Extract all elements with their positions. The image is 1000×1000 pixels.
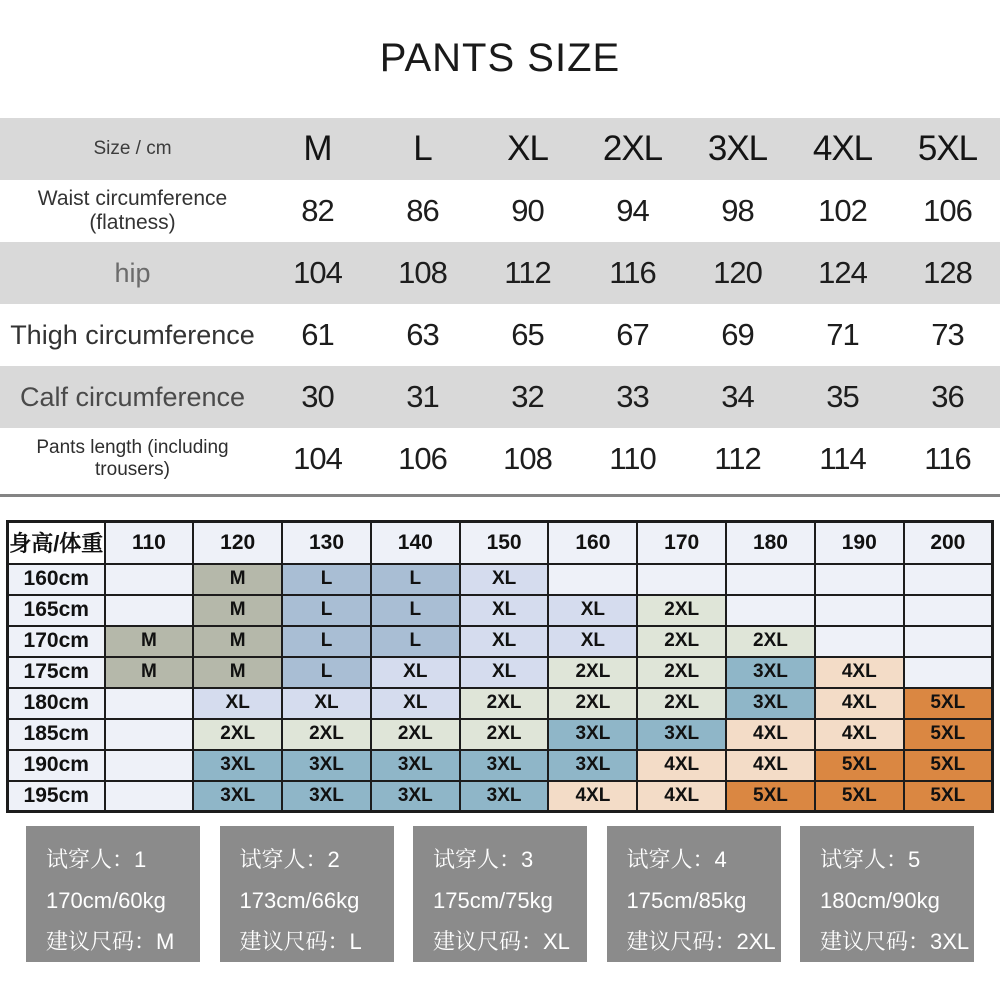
suggested-size-line: 建议尺码：L bbox=[239, 929, 362, 954]
matrix-size-cell: 2XL bbox=[460, 688, 549, 719]
weight-column-header: 200 bbox=[904, 522, 993, 564]
weight-column-header: 170 bbox=[637, 522, 726, 564]
page-title: PANTS SIZE bbox=[379, 36, 621, 80]
matrix-size-cell: L bbox=[282, 626, 371, 657]
matrix-empty-cell bbox=[726, 595, 815, 626]
matrix-size-cell: XL bbox=[371, 688, 460, 719]
measurement-value: 61 bbox=[301, 317, 334, 352]
matrix-size-cell: 3XL bbox=[282, 781, 371, 812]
matrix-size-cell: 3XL bbox=[282, 750, 371, 781]
matrix-size-cell: 5XL bbox=[726, 781, 815, 812]
matrix-size-cell: 4XL bbox=[815, 657, 904, 688]
measurement-value: 102 bbox=[818, 193, 867, 228]
height-weight-line: 175cm/75kg bbox=[433, 888, 553, 913]
size-table bbox=[0, 118, 1000, 490]
matrix-empty-cell bbox=[548, 564, 637, 595]
matrix-size-cell: 2XL bbox=[548, 688, 637, 719]
size-table-row bbox=[0, 242, 1000, 304]
matrix-row bbox=[8, 688, 993, 719]
matrix-size-cell: XL bbox=[193, 688, 282, 719]
matrix-size-cell: 2XL bbox=[637, 657, 726, 688]
matrix-size-cell: L bbox=[371, 595, 460, 626]
matrix-size-cell: 2XL bbox=[460, 719, 549, 750]
matrix-row bbox=[8, 719, 993, 750]
matrix-row bbox=[8, 626, 993, 657]
matrix-size-cell: M bbox=[193, 564, 282, 595]
size-table-header-row bbox=[0, 118, 1000, 180]
matrix-size-cell: XL bbox=[460, 626, 549, 657]
matrix-size-cell: 3XL bbox=[371, 781, 460, 812]
measurement-value: 110 bbox=[609, 441, 656, 476]
matrix-size-cell: 3XL bbox=[726, 657, 815, 688]
height-row-label: 175cm bbox=[8, 657, 105, 688]
matrix-size-cell: 5XL bbox=[904, 781, 993, 812]
weight-column-header: 160 bbox=[548, 522, 637, 564]
matrix-size-cell: XL bbox=[548, 595, 637, 626]
matrix-row bbox=[8, 750, 993, 781]
measurement-value: 114 bbox=[819, 441, 866, 476]
height-weight-line: 170cm/60kg bbox=[46, 888, 166, 913]
matrix-size-cell: XL bbox=[548, 626, 637, 657]
measurement-value: 124 bbox=[818, 255, 867, 290]
size-column-header: 4XL bbox=[812, 129, 873, 168]
matrix-size-cell: XL bbox=[460, 564, 549, 595]
measurement-value: 67 bbox=[616, 317, 649, 352]
measurement-value: 30 bbox=[301, 379, 334, 414]
measurement-value: 63 bbox=[406, 317, 439, 352]
measurement-label: hip bbox=[114, 257, 151, 288]
matrix-size-cell: 4XL bbox=[726, 750, 815, 781]
matrix-row bbox=[8, 781, 993, 812]
matrix-size-cell: 3XL bbox=[637, 719, 726, 750]
measurement-value: 90 bbox=[511, 193, 544, 228]
matrix-size-cell: 4XL bbox=[637, 781, 726, 812]
fitting-person-line: 试穿人：4 bbox=[626, 847, 727, 872]
measurement-value: 82 bbox=[301, 193, 334, 228]
matrix-empty-cell bbox=[105, 595, 194, 626]
suggested-size-line: 建议尺码：3XL bbox=[820, 929, 970, 954]
matrix-empty-cell bbox=[815, 564, 904, 595]
measurement-value: 36 bbox=[931, 379, 964, 414]
matrix-size-cell: M bbox=[193, 626, 282, 657]
weight-column-header: 130 bbox=[282, 522, 371, 564]
height-weight-matrix-table bbox=[6, 520, 994, 813]
matrix-size-cell: 2XL bbox=[637, 688, 726, 719]
size-column-header: 5XL bbox=[917, 129, 978, 168]
measurement-value: 120 bbox=[713, 255, 762, 290]
matrix-size-cell: 5XL bbox=[815, 750, 904, 781]
height-row-label: 195cm bbox=[8, 781, 105, 812]
weight-column-header: 140 bbox=[371, 522, 460, 564]
matrix-size-cell: 5XL bbox=[904, 750, 993, 781]
measurement-label: Thigh circumference bbox=[10, 319, 255, 350]
fitting-card bbox=[800, 826, 974, 962]
suggested-size-line: 建议尺码：M bbox=[46, 929, 175, 954]
size-column-header: 2XL bbox=[602, 129, 663, 168]
matrix-size-cell: 5XL bbox=[904, 688, 993, 719]
height-row-label: 165cm bbox=[8, 595, 105, 626]
suggested-size-line: 建议尺码：XL bbox=[433, 929, 570, 954]
matrix-size-cell: 3XL bbox=[193, 781, 282, 812]
matrix-size-cell: 3XL bbox=[548, 719, 637, 750]
matrix-empty-cell bbox=[904, 626, 993, 657]
matrix-size-cell: L bbox=[282, 657, 371, 688]
matrix-row bbox=[8, 657, 993, 688]
matrix-empty-cell bbox=[105, 688, 194, 719]
fitting-person-line: 试穿人：3 bbox=[433, 847, 534, 872]
weight-column-header: 190 bbox=[815, 522, 904, 564]
height-weight-line: 173cm/66kg bbox=[239, 888, 360, 913]
matrix-size-cell: M bbox=[193, 657, 282, 688]
matrix-empty-cell bbox=[815, 595, 904, 626]
weight-column-header: 180 bbox=[726, 522, 815, 564]
measurement-value: 65 bbox=[511, 317, 544, 352]
matrix-size-cell: 4XL bbox=[726, 719, 815, 750]
matrix-size-cell: 3XL bbox=[548, 750, 637, 781]
height-row-label: 160cm bbox=[8, 564, 105, 595]
matrix-empty-cell bbox=[105, 750, 194, 781]
matrix-empty-cell bbox=[904, 564, 993, 595]
matrix-size-cell: L bbox=[371, 626, 460, 657]
fitting-person-line: 试穿人：5 bbox=[820, 847, 921, 872]
measurement-value: 86 bbox=[406, 193, 439, 228]
weight-column-header: 120 bbox=[193, 522, 282, 564]
fitting-card bbox=[220, 826, 394, 962]
height-row-label: 180cm bbox=[8, 688, 105, 719]
matrix-size-cell: L bbox=[371, 564, 460, 595]
measurement-value: 104 bbox=[293, 441, 342, 476]
matrix-empty-cell bbox=[904, 657, 993, 688]
matrix-size-cell: 3XL bbox=[193, 750, 282, 781]
matrix-size-cell: 2XL bbox=[371, 719, 460, 750]
measurement-value: 32 bbox=[511, 379, 544, 414]
measurement-label: Waist circumference (flatness) bbox=[37, 187, 228, 234]
matrix-empty-cell bbox=[904, 595, 993, 626]
weight-column-header: 150 bbox=[460, 522, 549, 564]
measurement-value: 98 bbox=[721, 193, 754, 228]
measurement-value: 69 bbox=[721, 317, 754, 352]
measurement-value: 33 bbox=[616, 379, 649, 414]
matrix-size-cell: 2XL bbox=[548, 657, 637, 688]
size-column-header: L bbox=[413, 129, 432, 168]
matrix-empty-cell bbox=[637, 564, 726, 595]
size-table-row bbox=[0, 428, 1000, 490]
suggested-size-line: 建议尺码：2XL bbox=[626, 929, 776, 954]
measurement-value: 71 bbox=[826, 317, 859, 352]
matrix-size-cell: 4XL bbox=[815, 719, 904, 750]
matrix-row bbox=[8, 595, 993, 626]
matrix-size-cell: 3XL bbox=[460, 750, 549, 781]
measurement-value: 34 bbox=[721, 379, 754, 414]
measurement-value: 94 bbox=[616, 193, 649, 228]
matrix-header-row bbox=[8, 522, 993, 564]
matrix-size-cell: 2XL bbox=[637, 626, 726, 657]
measurement-value: 112 bbox=[504, 255, 551, 290]
matrix-size-cell: XL bbox=[371, 657, 460, 688]
measurement-value: 116 bbox=[609, 255, 656, 290]
height-row-label: 190cm bbox=[8, 750, 105, 781]
matrix-size-cell: 2XL bbox=[193, 719, 282, 750]
measurement-value: 108 bbox=[503, 441, 552, 476]
matrix-size-cell: 3XL bbox=[371, 750, 460, 781]
measurement-value: 108 bbox=[398, 255, 447, 290]
height-weight-line: 175cm/85kg bbox=[626, 888, 747, 913]
matrix-empty-cell bbox=[105, 564, 194, 595]
matrix-row bbox=[8, 564, 993, 595]
measurement-value: 112 bbox=[714, 441, 761, 476]
matrix-empty-cell bbox=[726, 564, 815, 595]
fitting-card bbox=[413, 826, 587, 962]
matrix-empty-cell bbox=[815, 626, 904, 657]
size-column-header: M bbox=[303, 129, 332, 168]
fitting-person-line: 试穿人：2 bbox=[239, 847, 340, 872]
measurement-value: 128 bbox=[923, 255, 972, 290]
measurement-value: 106 bbox=[923, 193, 972, 228]
matrix-empty-cell bbox=[105, 781, 194, 812]
divider-line bbox=[0, 494, 1000, 497]
weight-column-header: 110 bbox=[105, 522, 194, 564]
measurement-value: 73 bbox=[931, 317, 964, 352]
size-unit-label: Size / cm bbox=[93, 138, 172, 159]
matrix-empty-cell bbox=[105, 719, 194, 750]
size-table-body bbox=[0, 180, 1000, 490]
height-weight-corner-label: 身高/体重 bbox=[8, 522, 105, 564]
matrix-size-cell: 3XL bbox=[460, 781, 549, 812]
matrix-size-cell: L bbox=[282, 595, 371, 626]
matrix-size-cell: 3XL bbox=[726, 688, 815, 719]
size-table-row bbox=[0, 366, 1000, 428]
measurement-value: 104 bbox=[293, 255, 342, 290]
matrix-size-cell: 5XL bbox=[904, 719, 993, 750]
matrix-size-cell: 2XL bbox=[282, 719, 371, 750]
fitting-card bbox=[26, 826, 200, 962]
measurement-value: 116 bbox=[924, 441, 971, 476]
size-table-row bbox=[0, 304, 1000, 366]
measurement-value: 35 bbox=[826, 379, 859, 414]
height-row-label: 185cm bbox=[8, 719, 105, 750]
matrix-size-cell: M bbox=[193, 595, 282, 626]
size-column-header: 3XL bbox=[707, 129, 768, 168]
matrix-size-cell: XL bbox=[460, 595, 549, 626]
matrix-size-cell: L bbox=[282, 564, 371, 595]
matrix-size-cell: XL bbox=[460, 657, 549, 688]
fitting-person-line: 试穿人：1 bbox=[46, 847, 147, 872]
matrix-size-cell: XL bbox=[282, 688, 371, 719]
measurement-label: Pants length (including trousers) bbox=[36, 437, 229, 480]
matrix-size-cell: 4XL bbox=[548, 781, 637, 812]
fitting-cards bbox=[0, 826, 1000, 962]
matrix-size-cell: M bbox=[105, 626, 194, 657]
matrix-size-cell: 5XL bbox=[815, 781, 904, 812]
matrix-body bbox=[8, 564, 993, 812]
height-weight-line: 180cm/90kg bbox=[820, 888, 940, 913]
matrix-size-cell: 2XL bbox=[637, 595, 726, 626]
matrix-size-cell: 2XL bbox=[726, 626, 815, 657]
size-table-row bbox=[0, 180, 1000, 242]
fitting-card bbox=[607, 826, 781, 962]
measurement-value: 106 bbox=[398, 441, 447, 476]
height-row-label: 170cm bbox=[8, 626, 105, 657]
matrix-size-cell: 4XL bbox=[637, 750, 726, 781]
size-column-header: XL bbox=[507, 129, 548, 168]
matrix-size-cell: M bbox=[105, 657, 194, 688]
matrix-size-cell: 4XL bbox=[815, 688, 904, 719]
measurement-value: 31 bbox=[406, 379, 439, 414]
measurement-label: Calf circumference bbox=[19, 381, 246, 412]
